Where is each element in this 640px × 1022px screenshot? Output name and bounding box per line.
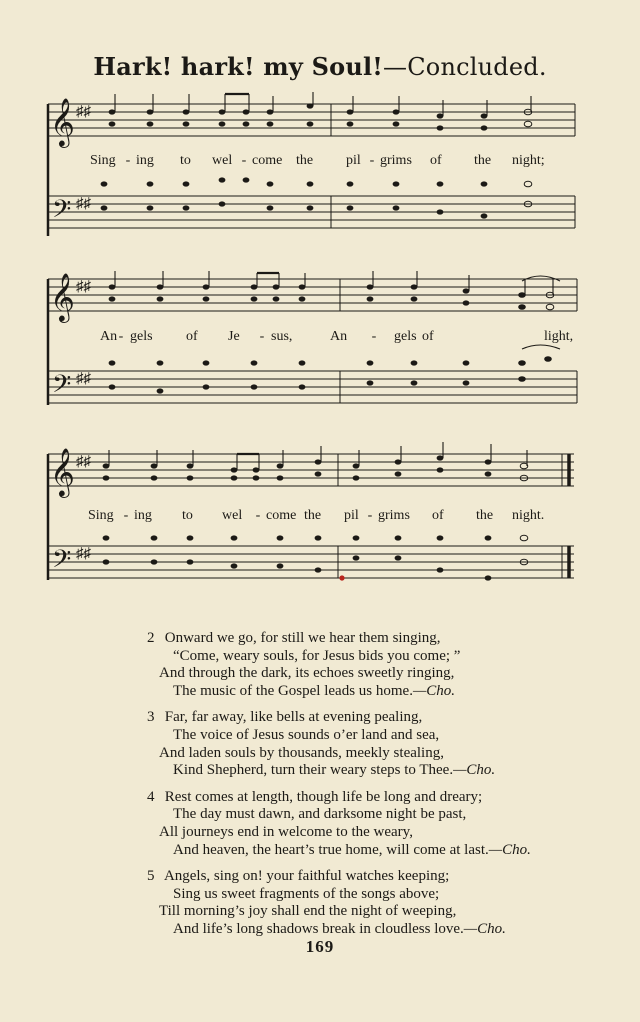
key-signature-icon: ♯♯ <box>76 279 91 295</box>
bass-staff <box>48 196 575 228</box>
lyric-syllable: ing <box>134 508 152 523</box>
chorus-marker: —Cho. <box>412 682 456 699</box>
bass-clef-icon: 𝄢 <box>52 546 72 579</box>
key-signature-icon: ♯♯ <box>76 454 91 470</box>
bass-staff <box>48 546 574 578</box>
red-mark <box>339 575 344 580</box>
lyric-syllable: ing <box>136 153 154 168</box>
verse-line: And laden souls by thousands, meekly stealing, <box>159 744 444 761</box>
key-signature-icon: ♯♯ <box>76 196 91 212</box>
treble-clef-icon: 𝄞 <box>50 100 75 146</box>
lyric-syllable: Sing <box>88 508 114 523</box>
verse-line: And life’s long shadows break in cloudless love. <box>173 920 464 937</box>
treble-clef-icon: 𝄞 <box>50 450 75 496</box>
music-system-1 <box>0 92 640 252</box>
lyric-syllable: pil <box>346 153 361 168</box>
verse-number: 5 <box>147 868 155 885</box>
bass-staff <box>48 371 577 403</box>
lyric-syllable: - <box>125 153 131 168</box>
chorus-marker: —Cho. <box>488 841 531 858</box>
lyric-syllable: come <box>252 153 283 168</box>
lyric-syllable: - <box>369 153 375 168</box>
lyric-syllable: to <box>180 153 191 168</box>
hymn-title-suffix: —Concluded. <box>383 53 547 81</box>
lyric-syllable: Je <box>228 329 240 344</box>
hymn-title <box>0 52 640 81</box>
lyric-syllable: wel <box>212 153 233 168</box>
lyrics-row-2 <box>100 329 573 344</box>
lyric-syllable: to <box>182 508 193 523</box>
lyric-syllable: of <box>422 329 434 344</box>
lyric-syllable: night; <box>512 153 545 168</box>
lyric-syllable: grims <box>378 508 410 523</box>
verse-line: Till morning’s joy shall end the night of weeping, <box>159 903 457 920</box>
lyric-syllable: of <box>430 153 442 168</box>
verse-line: And heaven, the heart’s true home, will come at last. <box>173 841 489 858</box>
verse-line: Angels, sing on! your faithful watches keeping; <box>163 868 450 885</box>
verse-line: “Come, weary souls, for Jesus bids you come; ” <box>173 647 461 664</box>
lyric-syllable: - <box>123 508 129 523</box>
lyric-syllable: - <box>259 329 265 344</box>
lyric-syllable: gels <box>130 329 153 344</box>
verse-line: The day must dawn, and darksome night be past, <box>173 806 467 823</box>
verse-line: The voice of Jesus sounds o’er land and sea, <box>173 726 440 743</box>
lyric-syllable: of <box>432 508 444 523</box>
lyric-syllable: night. <box>512 508 545 523</box>
lyric-syllable: the <box>296 153 314 168</box>
key-signature-icon: ♯♯ <box>76 104 91 120</box>
lyric-syllable: the <box>474 153 492 168</box>
verse-number: 4 <box>147 788 155 805</box>
note-stems <box>109 442 527 470</box>
lyric-syllable: An <box>100 329 118 344</box>
lyric-syllable: - <box>367 508 373 523</box>
lyrics-row-3 <box>88 508 544 523</box>
lyric-syllable: grims <box>380 153 412 168</box>
lyric-syllable: of <box>186 329 198 344</box>
verse-line: And through the dark, its echoes sweetly ringing, <box>159 665 455 682</box>
bass-clef-icon: 𝄢 <box>52 196 72 229</box>
verse-number: 3 <box>147 709 155 726</box>
lyric-syllable: light, <box>544 329 574 344</box>
verse-line: All journeys end in welcome to the weary, <box>159 823 413 840</box>
lyric-syllable: gels <box>394 329 417 344</box>
key-signature-icon: ♯♯ <box>76 546 91 562</box>
lyric-syllable: sus, <box>271 329 293 344</box>
lyric-syllable: - <box>371 329 377 344</box>
verse-number: 2 <box>147 630 155 646</box>
verse-3 <box>0 709 640 779</box>
treble-staff <box>48 279 577 405</box>
lyrics-row-1 <box>90 153 545 168</box>
verse-5 <box>0 868 640 938</box>
verse-4 <box>0 789 640 859</box>
lyric-syllable: come <box>266 508 297 523</box>
key-signature-icon: ♯♯ <box>76 371 91 387</box>
lyric-syllable: - <box>118 329 124 344</box>
lyric-syllable: wel <box>222 508 243 523</box>
hymn-title-main: Hark! hark! my Soul! <box>93 52 384 81</box>
chorus-marker: —Cho. <box>463 920 506 937</box>
chorus-marker: —Cho. <box>453 762 496 779</box>
verse-line: Onward we go, for still we hear them singing, <box>164 630 441 646</box>
verse-line: Rest comes at length, though life be long and dreary; <box>164 788 483 805</box>
verse-line: Sing us sweet fragments of the songs above; <box>173 885 440 902</box>
bass-clef-icon: 𝄢 <box>52 371 72 404</box>
lyric-syllable: the <box>476 508 494 523</box>
verse-line: Kind Shepherd, turn their weary steps to Thee. <box>173 762 454 779</box>
treble-clef-icon: 𝄞 <box>50 275 75 321</box>
lyric-syllable: An <box>330 329 348 344</box>
lyric-syllable: Sing <box>90 153 116 168</box>
music-system-3 <box>0 440 640 600</box>
page-number: 169 <box>305 937 335 956</box>
verse-line: Far, far away, like bells at evening pealing, <box>164 709 423 726</box>
notes <box>101 103 532 218</box>
verses <box>0 630 640 948</box>
verse-line: The music of the Gospel leads us home. <box>173 682 413 699</box>
lyric-syllable: pil <box>344 508 359 523</box>
verse-2 <box>0 630 640 700</box>
lyric-syllable: the <box>304 508 322 523</box>
music-system-2 <box>0 265 640 415</box>
lyric-syllable: - <box>255 508 261 523</box>
lyric-syllable: - <box>241 153 247 168</box>
